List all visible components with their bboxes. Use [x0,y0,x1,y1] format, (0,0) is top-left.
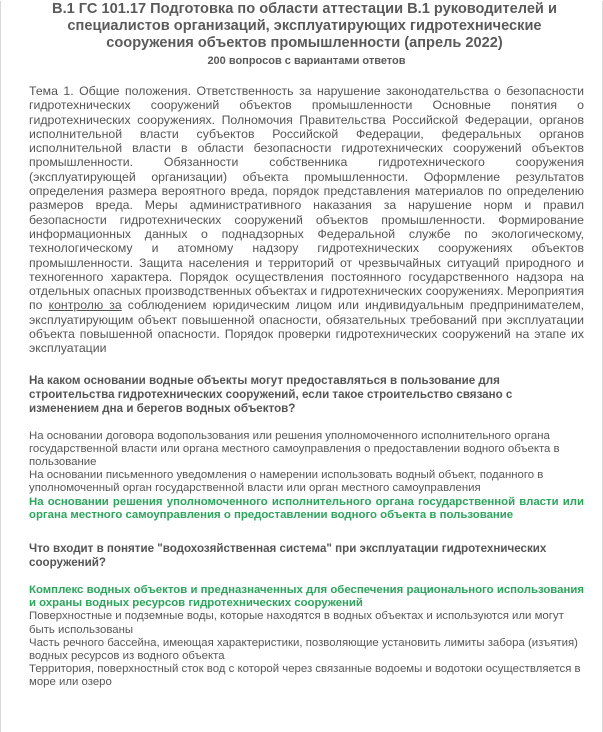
answer-option: Территория, поверхностный сток вод с которой через связанные водоемы и водотоки осуществляется в море или озеро [29,663,581,689]
document-title: В.1 ГС 101.17 Подготовка по области аттестации В.1 руководителей и специалистов организаций, эксплуатирующих гидротехнические сооружения объектов промышленности (апрель 2022) [52,1,557,51]
answer-option: На основании письменного уведомления о намерении использовать водный объект, поданного в уполномоченный орган государственной власти или орган местного самоуправления [29,469,544,495]
topic-paragraph [29,84,584,356]
answer-option: Часть речного бассейна, имеющая характеристики, позволяющие установить лимиты забора (изъятия) водных ресурсов из водного объекта [29,636,578,663]
document-page [0,1,603,732]
question-2: Что входит в понятие "водохозяйственная система" при эксплуатации гидротехнических сооружений? [29,542,547,570]
document-subtitle: 200 вопросов с вариантами ответов [207,55,406,67]
question-2-answers [29,584,584,690]
correct-answer: Комплекс водных объектов и предназначенных для обеспечения рационального использования и охраны водных ресурсов гидротехнических сооружений [29,584,584,610]
answer-option: На основании договора водопользования или решения уполномоченного исполнительного органа государственной власти или органа местного самоуправления о предоставлении водного объекта в пользование [29,429,560,469]
correct-answer: На основании решения уполномоченного исполнительного органа государственной власти или органа местного самоуправления о предоставлении водного объекта в пользование [29,495,584,521]
topic-text-part1: Тема 1. Общие положения. Ответственность за нарушение законодательства о безопасности гидротехнических сооружений объектов промышленности Основные понятия о гидротехнических сооружениях. Полномочия Правительства Российской Федерации, органов исполнительной власти субъектов Российской Федерации, федеральных органов исполнительной власти в области безопасности гидротехнических сооружений объектов промышленности. Обязанности собственника гидротехнического сооружения (эксплуатирующей организации) объекта промышленности. Оформление результатов определения размера вероятного вреда, порядок представления материалов по определению размеров вреда. Меры административного наказания за нарушение норм и правил безопасности гидротехнических сооружений объектов промышленности. Формирование информационных данных о поднадзорных Федеральной службе по экологическому, технологическому и атомному надзору гидротехнических сооружениях объектов промышленности. Защита населения и территорий от чрезвычайных ситуаций природного и техногенного характера. Порядок осуществления постоянного государственного надзора на отдельных опасных производственных объектах и гидротехнических сооружениях. Мероприятия по [29,84,584,313]
question-1-answers [29,430,584,522]
answer-option: Поверхностные и подземные воды, которые находятся в водных объектах и используются или могут быть использованы [29,610,564,636]
topic-text-part2: соблюдением юридическим лицом или индивидуальным предпринимателем, эксплуатирующим объект повышенной опасности, обязательных требований при эксплуатации объекта повышенной опасности. Порядок проверки гидротехнических сооружений на этапе их эксплуатации [29,298,584,356]
question-1: На каком основании водные объекты могут предоставляться в пользование для строительства гидротехнических сооружений, если такое строительство связано с изменением дна и берегов водных объектов? [29,373,513,415]
topic-underlined-text: контролю за [48,298,122,313]
